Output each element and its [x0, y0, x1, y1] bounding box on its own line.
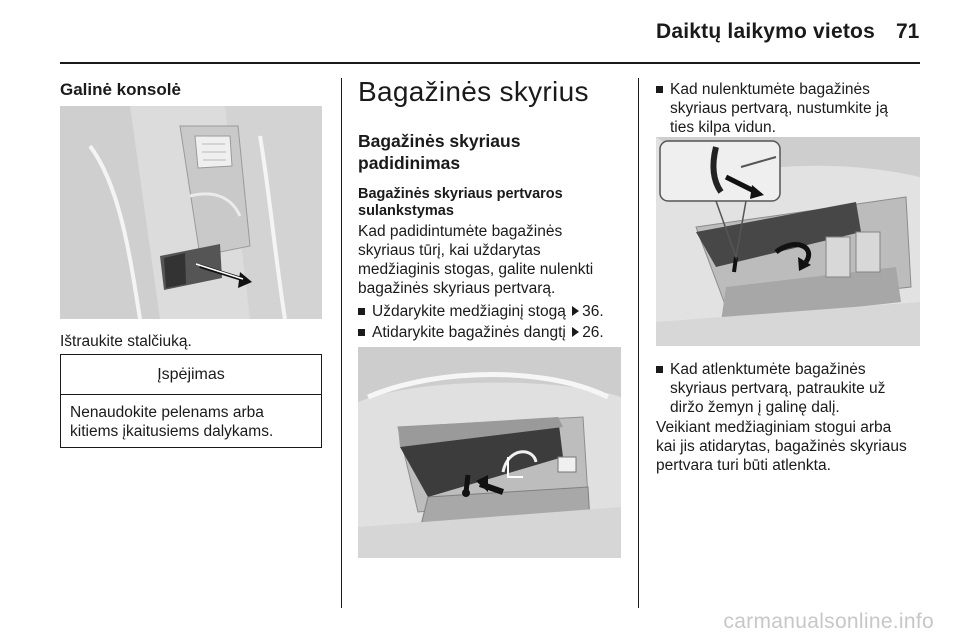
warning-text	[70, 403, 273, 441]
header-divider	[60, 62, 920, 64]
bullet-square-icon	[358, 329, 365, 336]
subheading-trunk-enlarge	[358, 130, 520, 174]
figure-trunk-loop	[656, 137, 920, 346]
bullet-square-icon	[656, 86, 663, 93]
figure-trunk-partition	[358, 347, 621, 558]
bullet-line: Kad atlenktumėte bagažinės	[670, 361, 866, 378]
page-number: 71	[896, 20, 920, 43]
bullet-text: Atidarykite bagažinės dangtį	[372, 324, 566, 341]
section-title-rear-console: Galinė konsolė	[60, 80, 181, 99]
page-reference[interactable]: 26.	[582, 324, 604, 341]
paragraph-line: Veikiant medžiaginiam stogui arba	[656, 419, 892, 436]
paragraph-line: pertvara turi būti atlenkta.	[656, 457, 831, 474]
bullet-line: skyriaus pertvarą, patraukite už	[670, 380, 886, 397]
bullet-unfold-partition	[656, 360, 885, 417]
bullet-square-icon	[656, 366, 663, 373]
trunk-partition-loop-illustration	[656, 137, 920, 346]
watermark: carmanualsonline.info	[723, 610, 934, 633]
warning-title: Įspėjimas	[61, 355, 321, 395]
warning-line-2: kitiems įkaitusiems dalykams.	[70, 423, 274, 440]
column-divider-right	[638, 78, 639, 608]
subsubheading-line-1: Bagažinės skyriaus pertvaros	[358, 186, 563, 202]
warning-line-1: Nenaudokite pelenams arba	[70, 404, 264, 421]
page-reference-icon	[572, 306, 579, 316]
bullet-square-icon	[358, 308, 365, 315]
subsubheading-partition-fold	[358, 186, 563, 220]
subheading-line-2: padidinimas	[358, 153, 461, 173]
paragraph-line: bagažinės skyriaus pertvarą.	[358, 280, 556, 297]
paragraph-roof-note	[656, 418, 907, 475]
paragraph-line: Kad padidintumėte bagažinės	[358, 223, 563, 240]
paragraph-enlarge	[358, 222, 593, 298]
figure-rear-console	[60, 106, 322, 319]
page-reference-icon	[572, 327, 579, 337]
trunk-partition-fold-illustration	[358, 347, 621, 558]
column-divider-left	[341, 78, 342, 608]
paragraph-line: skyriaus tūrį, kai uždarytas	[358, 242, 541, 259]
page-header-title: Daiktų laikymo vietos	[656, 20, 875, 43]
subheading-line-1: Bagažinės skyriaus	[358, 131, 521, 151]
bullet-text: Uždarykite medžiaginį stogą	[372, 303, 566, 320]
page-reference[interactable]: 36.	[582, 303, 604, 320]
warning-box	[60, 354, 322, 448]
heading-trunk: Bagažinės skyrius	[358, 76, 589, 107]
paragraph-line: medžiaginis stogas, galite nulenkti	[358, 261, 594, 278]
bullet-line: diržo žemyn į galinę dalį.	[670, 399, 840, 416]
rear-console-drawer-illustration	[60, 106, 322, 319]
bullet-line: Kad nulenktumėte bagažinės	[670, 81, 870, 98]
bullet-line: skyriaus pertvarą, nustumkite ją	[670, 100, 888, 117]
bullet-close-roof	[358, 302, 604, 321]
bullet-line: ties kilpa vidun.	[670, 119, 776, 136]
bullet-fold-partition	[656, 80, 888, 137]
paragraph-line: kai jis atidarytas, bagažinės skyriaus	[656, 438, 907, 455]
subsubheading-line-2: sulankstymas	[358, 203, 454, 219]
bullet-open-trunk	[358, 323, 604, 342]
caption-pull-drawer: Ištraukite stalčiuką.	[60, 333, 192, 350]
